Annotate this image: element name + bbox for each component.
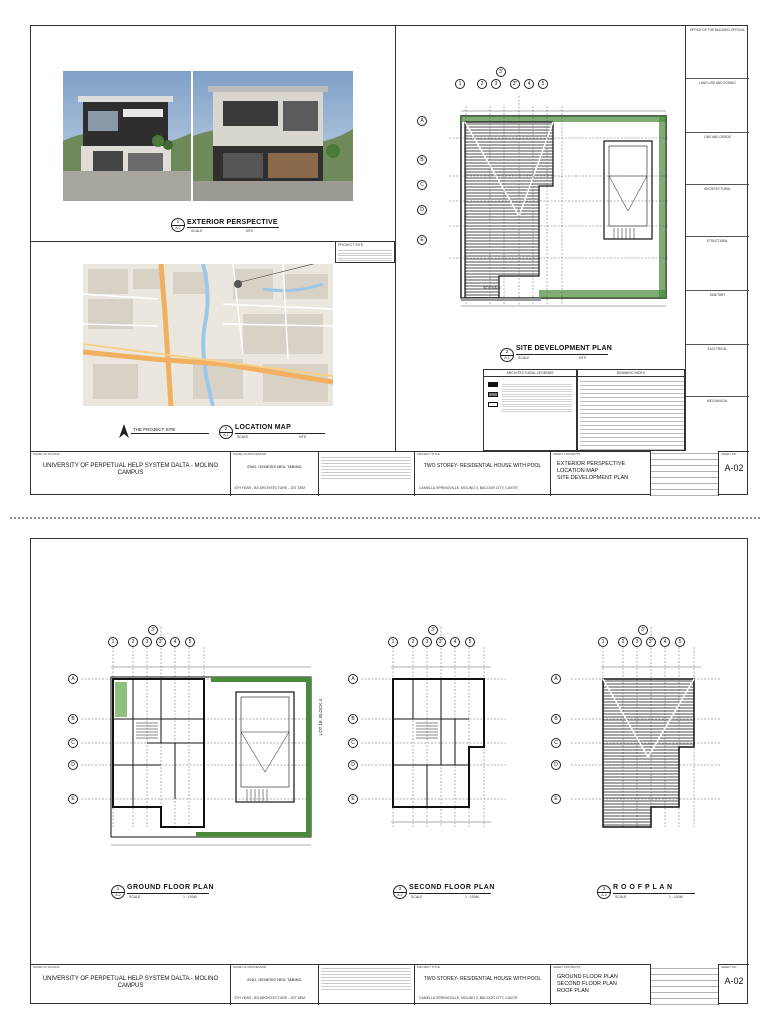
sheet-content-line: SITE DEVELOPMENT PLAN xyxy=(557,475,629,481)
grid-bubble: B xyxy=(68,714,78,724)
lot-label: LOT 18, BLOCK 4 xyxy=(318,699,323,736)
strip-item: MECHANICAL xyxy=(686,396,749,403)
sheet-number: A-02 xyxy=(724,976,744,986)
drawing-index-header: DRAWING INDEX xyxy=(578,371,684,377)
title-underline xyxy=(516,354,608,355)
drawing-number-bubble xyxy=(500,348,514,362)
grid-bubble: 2 xyxy=(618,637,628,647)
title-block xyxy=(31,964,749,1005)
grid-bubble: 3' xyxy=(148,625,158,635)
scale-value: NTS xyxy=(579,356,586,360)
school-label: NAME OF SCHOOL xyxy=(33,965,61,969)
sheet-content-line: EXTERIOR PERSPECTIVE xyxy=(557,461,626,467)
grid-bubble: A xyxy=(551,674,561,684)
sheet-contents-label: SHEET CONTENTS xyxy=(553,965,581,969)
scale-label: SCALE xyxy=(129,895,141,899)
grid-bubble: 4 xyxy=(170,637,180,647)
sheet-number-cell xyxy=(719,451,749,496)
sheet-content-line: ROOF PLAN xyxy=(557,988,589,994)
grid-bubble: A xyxy=(68,674,78,684)
grid-bubble: B xyxy=(417,155,427,165)
grid-bubble: 1 xyxy=(598,637,608,647)
project-site-callout xyxy=(335,241,395,263)
drawing-number: 3 xyxy=(602,886,606,891)
grid-bubble: A xyxy=(348,674,358,684)
sheet-content-line: SECOND FLOOR PLAN xyxy=(557,981,617,987)
scale-label: SCALE xyxy=(237,435,249,439)
grid-bubble: C xyxy=(348,738,358,748)
students-cell xyxy=(319,964,415,1005)
sheet-number-label: SHEET NO. xyxy=(721,452,738,456)
grid-bubble: 3 xyxy=(491,79,501,89)
course-line: 4TH YEAR - BS ARCHITECTURE - 1ST SEM xyxy=(234,996,306,1000)
scale-value: NTS xyxy=(299,435,306,439)
grid-bubble: 3 xyxy=(632,637,642,647)
sheet-number-cell xyxy=(719,964,749,1005)
strip-item: ELECTRICAL xyxy=(686,344,749,351)
school-cell xyxy=(31,451,231,496)
approval-strip xyxy=(686,26,749,451)
submission-cell xyxy=(651,964,719,1005)
scale-value: 1 : 100M xyxy=(669,895,683,899)
grid-bubble: 3' xyxy=(428,625,438,635)
drawing-number: 2 xyxy=(398,886,402,891)
strip-item: LAND USE AND ZONING xyxy=(686,78,749,85)
drawing-number-bubble xyxy=(597,885,611,899)
architectural-legends xyxy=(483,369,577,451)
scale-value: 1 : 100M xyxy=(183,895,197,899)
drawing-number: 1 xyxy=(116,886,120,891)
site-development-plan-title: SITE DEVELOPMENT PLAN xyxy=(516,345,612,352)
strip-item: SANITARY xyxy=(686,290,749,297)
second-floor-plan-title: SECOND FLOOR PLAN xyxy=(409,884,495,891)
grid-bubble: D xyxy=(348,760,358,770)
grid-bubble: B xyxy=(348,714,358,724)
title-underline xyxy=(235,433,325,434)
school-cell xyxy=(31,964,231,1005)
professor-label: NAME OF PROFESSOR xyxy=(233,452,267,456)
grid-bubble: E xyxy=(417,235,427,245)
sheet-divider xyxy=(10,517,760,519)
sidewalk-label: SIDEWALK xyxy=(483,286,501,290)
sheet-1 xyxy=(30,25,748,495)
grid-bubble: C xyxy=(551,738,561,748)
sheet-contents-cell xyxy=(551,451,651,496)
sheet-ref: A-1 xyxy=(175,226,181,230)
site-development-plan-drawing xyxy=(409,36,685,326)
grid-bubble: 1 xyxy=(388,637,398,647)
grid-bubble: 2 xyxy=(477,79,487,89)
drawing-number-bubble xyxy=(171,218,185,232)
strip-item: ARCHITECTURAL xyxy=(686,184,749,191)
drawing-number-bubble xyxy=(111,885,125,899)
exterior-render xyxy=(63,71,353,201)
grid-bubble: B xyxy=(551,714,561,724)
school-label: NAME OF SCHOOL xyxy=(33,452,61,456)
title-underline xyxy=(613,893,695,894)
title-underline xyxy=(409,893,491,894)
location-line: CAMELLA SPRINGVILLE, MOLINO 3, BACOOR CITY, CAVITE xyxy=(419,996,518,1000)
grid-bubble: 2 xyxy=(408,637,418,647)
ground-floor-plan-title: GROUND FLOOR PLAN xyxy=(127,884,215,891)
school-name: UNIVERSITY OF PERPETUAL HELP SYSTEM DALTA - MOLINO CAMPUS xyxy=(42,976,219,989)
location-map xyxy=(83,264,333,406)
school-name: UNIVERSITY OF PERPETUAL HELP SYSTEM DALTA - MOLINO CAMPUS xyxy=(42,463,219,476)
drawing-number-bubble xyxy=(393,885,407,899)
scale-label: SCALE xyxy=(615,895,627,899)
grid-bubble: 5 xyxy=(675,637,685,647)
professor-label: NAME OF PROFESSOR xyxy=(233,965,267,969)
sheet-ref: A-1 xyxy=(504,356,510,360)
north-arrow-icon xyxy=(117,424,131,445)
strip-item: STRUCTURAL xyxy=(686,236,749,243)
scale-label: SCALE xyxy=(191,229,203,233)
drawing-number: 2 xyxy=(505,349,509,354)
title-underline xyxy=(127,893,209,894)
grid-bubble: D xyxy=(417,205,427,215)
grid-bubble: 5 xyxy=(465,637,475,647)
sheet-contents-cell xyxy=(551,964,651,1005)
project-label: PROJECT TITLE xyxy=(417,452,440,456)
grid-bubble: D xyxy=(551,760,561,770)
scale-label: SCALE xyxy=(411,895,423,899)
exterior-perspective-title: EXTERIOR PERSPECTIVE xyxy=(187,219,278,226)
grid-bubble: 1 xyxy=(108,637,118,647)
sheet-ref: A-2 xyxy=(115,893,121,897)
grid-bubble: 4 xyxy=(524,79,534,89)
sheet-2 xyxy=(30,538,748,1004)
location-line: CAMELLA SPRINGVILLE, MOLINO 3, BACOOR CITY, CAVITE xyxy=(419,486,518,490)
drawing-number: 2 xyxy=(224,426,228,431)
the-project-site-label: THE PROJECT SITE xyxy=(133,427,176,432)
grid-bubble: E xyxy=(68,794,78,804)
title-underline xyxy=(187,227,279,228)
grid-bubble: C xyxy=(68,738,78,748)
project-label: PROJECT TITLE xyxy=(417,965,440,969)
strip-item: LINE AND GRADE xyxy=(686,132,749,139)
grid-bubble: 3' xyxy=(496,67,506,77)
sheet-ref: A-1 xyxy=(223,433,229,437)
panel-divider xyxy=(395,26,396,451)
sheet-number-label: SHEET NO. xyxy=(721,965,738,969)
scale-label: SCALE xyxy=(518,356,530,360)
course-line: 4TH YEAR - BS ARCHITECTURE - 1ST SEM xyxy=(234,486,306,490)
sheet-ref: A-2 xyxy=(397,893,403,897)
sheet-contents-label: SHEET CONTENTS xyxy=(553,452,581,456)
drawing-number-bubble xyxy=(219,425,233,439)
scale-value: 1 : 100M xyxy=(465,895,479,899)
sheet-ref: A-2 xyxy=(601,893,607,897)
drawing-index xyxy=(577,369,685,451)
sheet-content-line: LOCATION MAP xyxy=(557,468,599,474)
scale-value: NTS xyxy=(246,229,253,233)
sheet-number: A-02 xyxy=(724,463,744,473)
title-block xyxy=(31,451,749,496)
submission-cell xyxy=(651,451,719,496)
location-map-title: LOCATION MAP xyxy=(235,424,291,431)
grid-bubble: 3" xyxy=(156,637,166,647)
grid-bubble: A xyxy=(417,116,427,126)
grid-bubble: 3" xyxy=(510,79,520,89)
grid-bubble: 5 xyxy=(538,79,548,89)
grid-bubble: 4 xyxy=(660,637,670,647)
title-underline xyxy=(131,433,209,434)
strip-item: OFFICE OF THE BUILDING OFFICIAL xyxy=(689,28,746,32)
architectural-legends-header: ARCHITECTURAL LEGENDS xyxy=(484,371,576,377)
grid-bubble: 5 xyxy=(185,637,195,647)
grid-bubble: D xyxy=(68,760,78,770)
grid-bubble: 1 xyxy=(455,79,465,89)
project-site-callout-label: PROJECT SITE xyxy=(338,243,364,247)
grid-bubble: 2 xyxy=(128,637,138,647)
grid-bubble: C xyxy=(417,180,427,190)
grid-bubble: 3" xyxy=(646,637,656,647)
grid-bubble: E xyxy=(551,794,561,804)
grid-bubble: 3' xyxy=(638,625,648,635)
students-cell xyxy=(319,451,415,496)
project-title: TWO STOREY- RESIDENTIAL HOUSE WITH POOL xyxy=(423,976,542,982)
professor-name: ENG. GENESIS NEIL TABING xyxy=(247,464,302,469)
grid-bubble: E xyxy=(348,794,358,804)
grid-bubble: 4 xyxy=(450,637,460,647)
project-title: TWO STOREY- RESIDENTIAL HOUSE WITH POOL xyxy=(423,463,542,469)
drawing-number: 1 xyxy=(176,219,180,224)
professor-name: ENG. GENESIS NEIL TABING xyxy=(247,977,302,982)
grid-bubble: 3 xyxy=(422,637,432,647)
sheet-content-line: GROUND FLOOR PLAN xyxy=(557,974,618,980)
grid-bubble: 3" xyxy=(436,637,446,647)
roof-plan-title: R O O F P L A N xyxy=(613,884,673,891)
grid-bubble: 3 xyxy=(142,637,152,647)
